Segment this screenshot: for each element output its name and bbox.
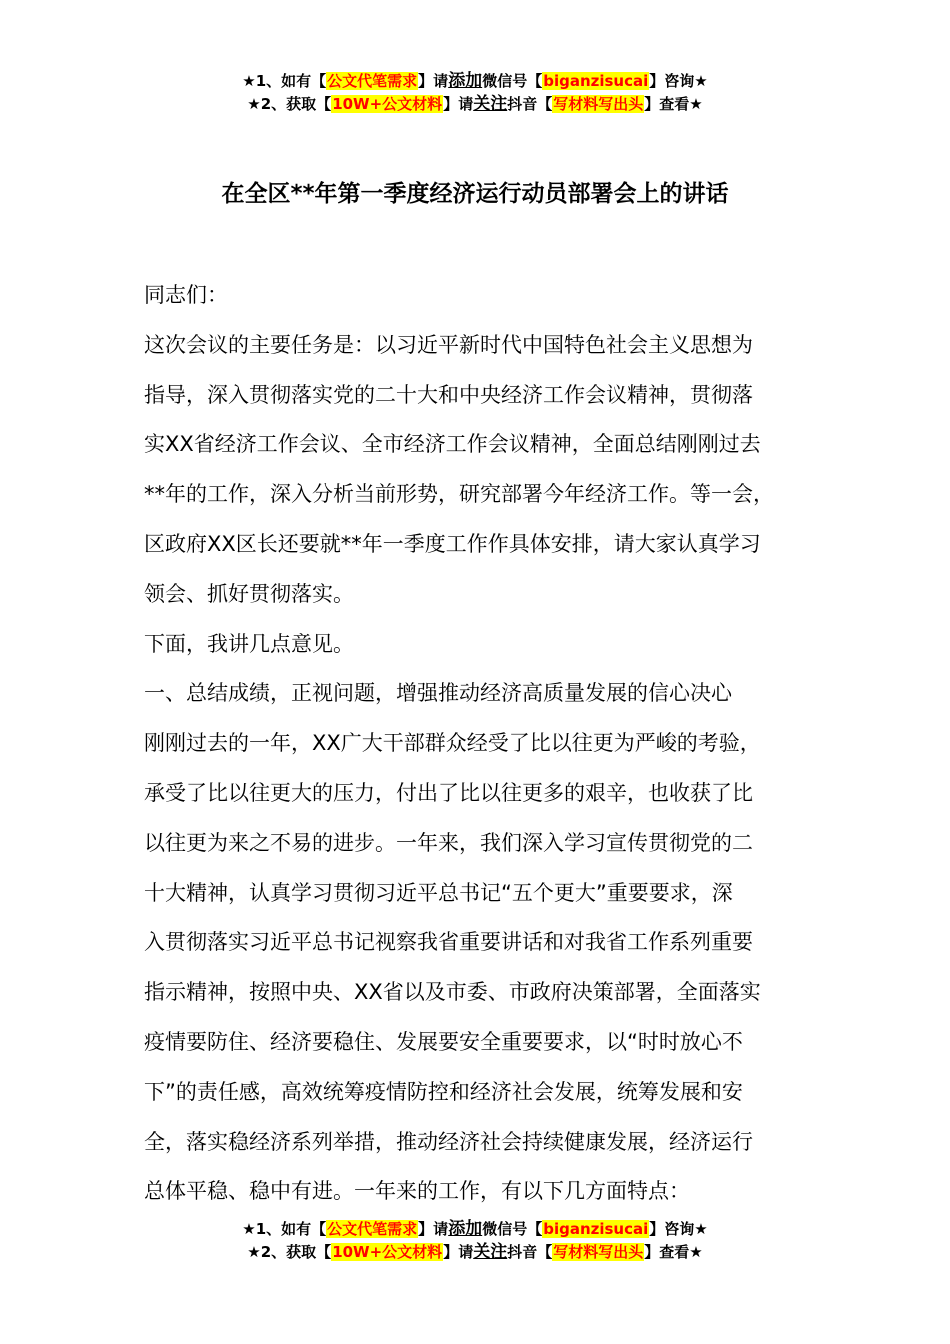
paragraph-line: 总体平稳、稳中有进。一年来的工作，有以下几方面特点： xyxy=(144,1179,690,1204)
transition-paragraph: 下面，我讲几点意见。 xyxy=(144,631,354,656)
paragraph-line: 区政府XX区长还要就**年一季度工作作具体安排，请大家认真学习 xyxy=(144,531,761,556)
douyin-account-highlight: 写材料写出头 xyxy=(553,95,644,113)
paragraph-line: 入贯彻落实习近平总书记视察我省重要讲话和对我省工作系列重要 xyxy=(144,930,753,955)
section-1-heading: 一、总结成绩，正视问题，增强推动经济高质量发展的信心决心 xyxy=(144,681,732,706)
header-notice-line-1: ★1、如有【公文代笔需求】请添加微信号【biganzisucai】咨询★ xyxy=(242,71,708,91)
header-notice-line-2: ★2、获取【10W+公文材料】请关注抖音【写材料写出头】查看★ xyxy=(247,94,703,114)
paragraph-line: 指导，深入贯彻落实党的二十大和中央经济工作会议精神，贯彻落 xyxy=(144,382,753,407)
paragraph-line: 下”的责任感，高效统筹疫情防控和经济社会发展，统筹发展和安 xyxy=(144,1079,743,1104)
paragraph-line: 疫情要防住、经济要稳住、发展要安全重要要求，以“时时放心不 xyxy=(144,1029,743,1054)
douyin-account-highlight: 写材料写出头 xyxy=(553,1243,644,1261)
review-paragraph xyxy=(144,719,834,1217)
paragraph-line: 十大精神，认真学习贯彻习近平总书记“五个更大”重要要求，深 xyxy=(144,880,733,905)
paragraph-line: 以往更为来之不易的进步。一年来，我们深入学习宣传贯彻党的二 xyxy=(144,830,753,855)
footer-notice xyxy=(0,1218,950,1264)
paragraph-line: 刚刚过去的一年，XX广大干部群众经受了比以往更为严峻的考验， xyxy=(144,731,761,756)
paragraph-line: 全，落实稳经济系列举措，推动经济社会持续健康发展，经济运行 xyxy=(144,1129,753,1154)
paragraph-line: 领会、抓好贯彻落实。 xyxy=(144,581,354,606)
document-body xyxy=(144,271,834,1217)
paragraph-line: 实XX省经济工作会议、全市经济工作会议精神，全面总结刚刚过去 xyxy=(144,432,761,457)
paragraph-line: 承受了比以往更大的压力，付出了比以往更多的艰辛，也收获了比 xyxy=(144,780,753,805)
wechat-id-highlight: biganzisucai xyxy=(543,72,649,90)
footer-notice-line-2: ★2、获取【10W+公文材料】请关注抖音【写材料写出头】查看★ xyxy=(247,1242,703,1262)
paragraph-line: 指示精神，按照中央、XX省以及市委、市政府决策部署，全面落实 xyxy=(144,980,761,1005)
wechat-id-highlight: biganzisucai xyxy=(543,1220,649,1238)
paragraph-line: 这次会议的主要任务是：以习近平新时代中国特色社会主义思想为 xyxy=(144,332,753,357)
materials-highlight: 10W+公文材料 xyxy=(332,95,443,113)
paragraph-line: **年的工作，深入分析当前形势，研究部署今年经济工作。等一会， xyxy=(144,482,774,507)
ghostwriting-service-highlight: 公文代笔需求 xyxy=(327,72,418,90)
materials-highlight: 10W+公文材料 xyxy=(332,1243,443,1261)
salutation: 同志们： xyxy=(144,283,228,307)
footer-notice-line-1: ★1、如有【公文代笔需求】请添加微信号【biganzisucai】咨询★ xyxy=(242,1219,708,1239)
header-notice xyxy=(0,70,950,116)
intro-paragraph xyxy=(144,321,834,620)
ghostwriting-service-highlight: 公文代笔需求 xyxy=(327,1220,418,1238)
document-title: 在全区**年第一季度经济运行动员部署会上的讲话 xyxy=(221,181,729,207)
